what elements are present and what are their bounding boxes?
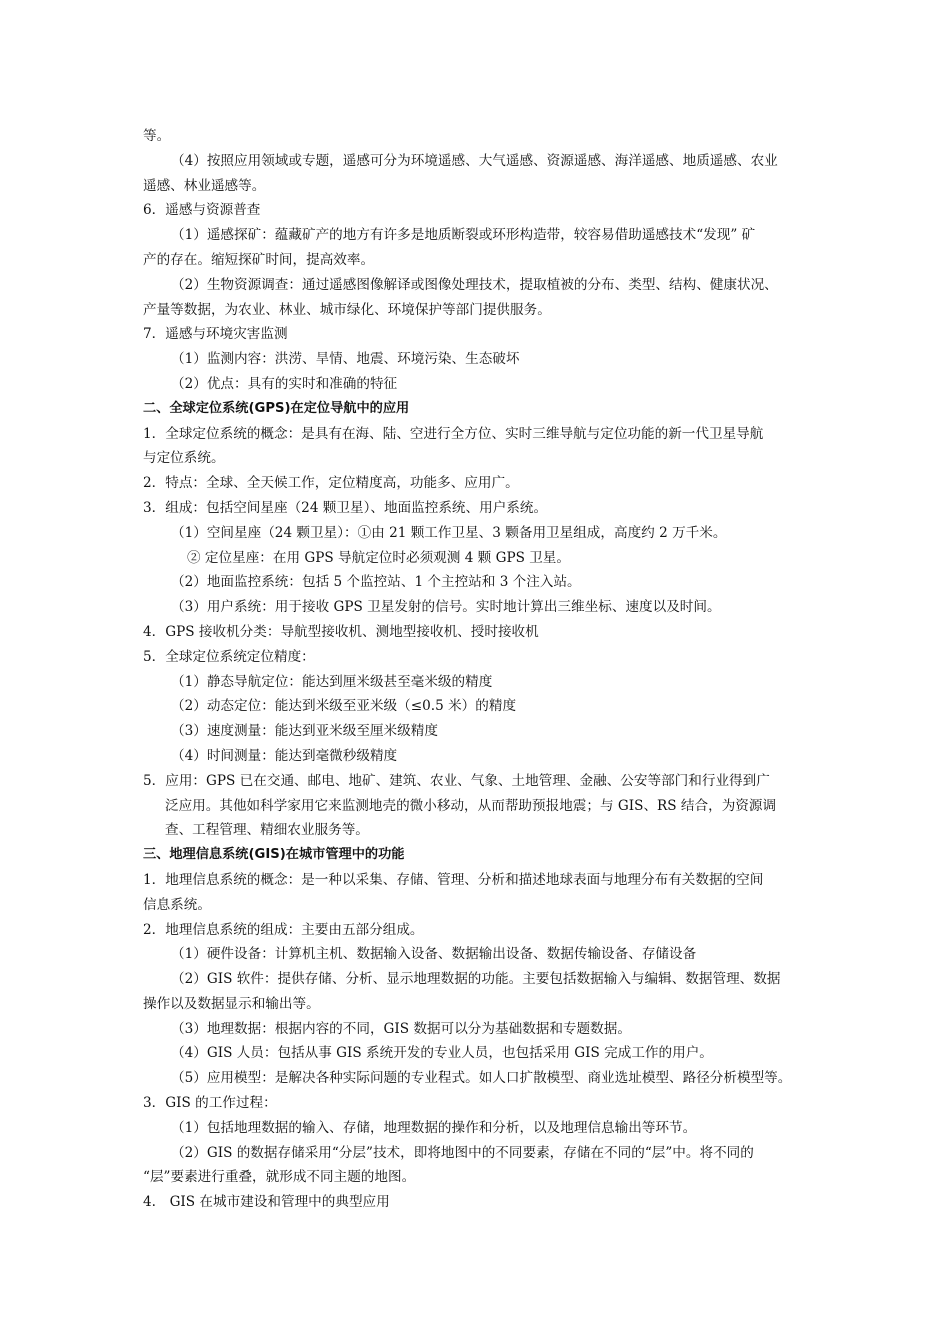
text-line: 查、工程管理、精细农业服务等。 bbox=[165, 822, 369, 839]
text-line: （2）优点：具有的实时和准确的特征 bbox=[171, 375, 398, 392]
text-line: （1）硬件设备：计算机主机、数据输入设备、数据输出设备、数据传输设备、存储设备 bbox=[171, 946, 697, 963]
text-line: “层”要素进行重叠，就形成不同主题的地图。 bbox=[143, 1169, 416, 1186]
text-line: （3）速度测量：能达到亚米级至厘米级精度 bbox=[171, 723, 438, 740]
text-line: ② 定位星座：在用 GPS 导航定位时必须观测 4 颗 GPS 卫星。 bbox=[187, 549, 570, 566]
text-line: 等。 bbox=[143, 128, 171, 144]
text-line: 2．特点：全球、全天候工作，定位精度高，功能多、应用广。 bbox=[143, 475, 519, 492]
text-line: （2）GIS 软件：提供存储、分析、显示地理数据的功能。主要包括数据输入与编辑、数据管理、数据 bbox=[171, 971, 781, 988]
text-line: 4．GPS 接收机分类：导航型接收机、测地型接收机、授时接收机 bbox=[143, 623, 539, 640]
text-line: 4. GIS 在城市建设和管理中的典型应用 bbox=[143, 1194, 390, 1211]
section-heading: 三、地理信息系统(GIS)在城市管理中的功能 bbox=[143, 847, 405, 863]
text-line: （2）地面监控系统：包括 5 个监控站、1 个主控站和 3 个注入站。 bbox=[171, 574, 581, 591]
text-line: （2）GIS 的数据存储采用“分层”技术，即将地图中的不同要素，存储在不同的“层”中。将不同的 bbox=[171, 1144, 754, 1161]
text-line: （3）地理数据：根据内容的不同，GIS 数据可以分为基础数据和专题数据。 bbox=[171, 1020, 631, 1037]
text-line: 3．组成：包括空间星座（24 颗卫星）、地面监控系统、用户系统。 bbox=[143, 499, 548, 516]
text-line: （4）按照应用领域或专题，遥感可分为环境遥感、大气遥感、资源遥感、海洋遥感、地质遥感、农业 bbox=[171, 152, 778, 169]
text-line: （1）监测内容：洪涝、旱情、地震、环境污染、生态破坏 bbox=[171, 351, 520, 368]
text-line: 3．GIS 的工作过程： bbox=[143, 1095, 277, 1112]
text-line: 泛应用。其他如科学家用它来监测地壳的微小移动，从而帮助预报地震；与 GIS、RS 结合，为资源调 bbox=[165, 797, 777, 814]
document-body bbox=[143, 124, 811, 1215]
text-line: （4）GIS 人员：包括从事 GIS 系统开发的专业人员，也包括采用 GIS 完成工作的用户。 bbox=[171, 1045, 713, 1062]
section-heading: 二、全球定位系统(GPS)在定位导航中的应用 bbox=[143, 400, 410, 416]
text-line: （5）应用模型：是解决各种实际问题的专业程式。如人口扩散模型、商业选址模型、路径分析模型等。 bbox=[171, 1070, 792, 1087]
text-line: （1）包括地理数据的输入、存储，地理数据的操作和分析，以及地理信息输出等环节。 bbox=[171, 1119, 697, 1136]
text-line: 5．全球定位系统定位精度： bbox=[143, 648, 315, 665]
text-line: （3）用户系统：用于接收 GPS 卫星发射的信号。实时地计算出三维坐标、速度以及时间。 bbox=[171, 599, 721, 616]
text-line: 信息系统。 bbox=[143, 896, 211, 913]
text-line: （1）空间星座（24 颗卫星）：①由 21 颗工作卫星、3 颗备用卫星组成，高度约 2 万千米。 bbox=[171, 524, 727, 541]
text-line: 7．遥感与环境灾害监测 bbox=[143, 326, 288, 343]
text-line: （2）生物资源调查：通过遥感图像解译或图像处理技术，提取植被的分布、类型、结构、健康状况、 bbox=[171, 276, 778, 293]
text-line: 5．应用：GPS 已在交通、邮电、地矿、建筑、农业、气象、土地管理、金融、公安等部门和行业得到广 bbox=[143, 772, 770, 789]
text-line: （2）动态定位：能达到米级至亚米级（≤0.5 米）的精度 bbox=[171, 698, 517, 715]
text-line: 与定位系统。 bbox=[143, 450, 225, 467]
text-line: 1．地理信息系统的概念：是一种以采集、存储、管理、分析和描述地球表面与地理分布有关数据的空间 bbox=[143, 871, 764, 888]
text-line: （4）时间测量：能达到毫微秒级精度 bbox=[171, 747, 398, 764]
text-line: 1．全球定位系统的概念：是具有在海、陆、空进行全方位、实时三维导航与定位功能的新一代卫星导航 bbox=[143, 425, 764, 442]
text-line: 操作以及数据显示和输出等。 bbox=[143, 995, 320, 1012]
text-line: 遥感、林业遥感等。 bbox=[143, 177, 266, 194]
text-line: 6．遥感与资源普查 bbox=[143, 202, 261, 219]
text-line: 产的存在。缩短探矿时间，提高效率。 bbox=[143, 251, 375, 268]
text-line: 产量等数据，为农业、林业、城市绿化、环境保护等部门提供服务。 bbox=[143, 301, 551, 318]
text-line: （1）遥感探矿：蕴藏矿产的地方有许多是地质断裂或环形构造带，较容易借助遥感技术“发现” 矿 bbox=[171, 227, 756, 244]
text-line: （1）静态导航定位：能达到厘米级甚至毫米级的精度 bbox=[171, 673, 493, 690]
text-line: 2．地理信息系统的组成：主要由五部分组成。 bbox=[143, 921, 424, 938]
